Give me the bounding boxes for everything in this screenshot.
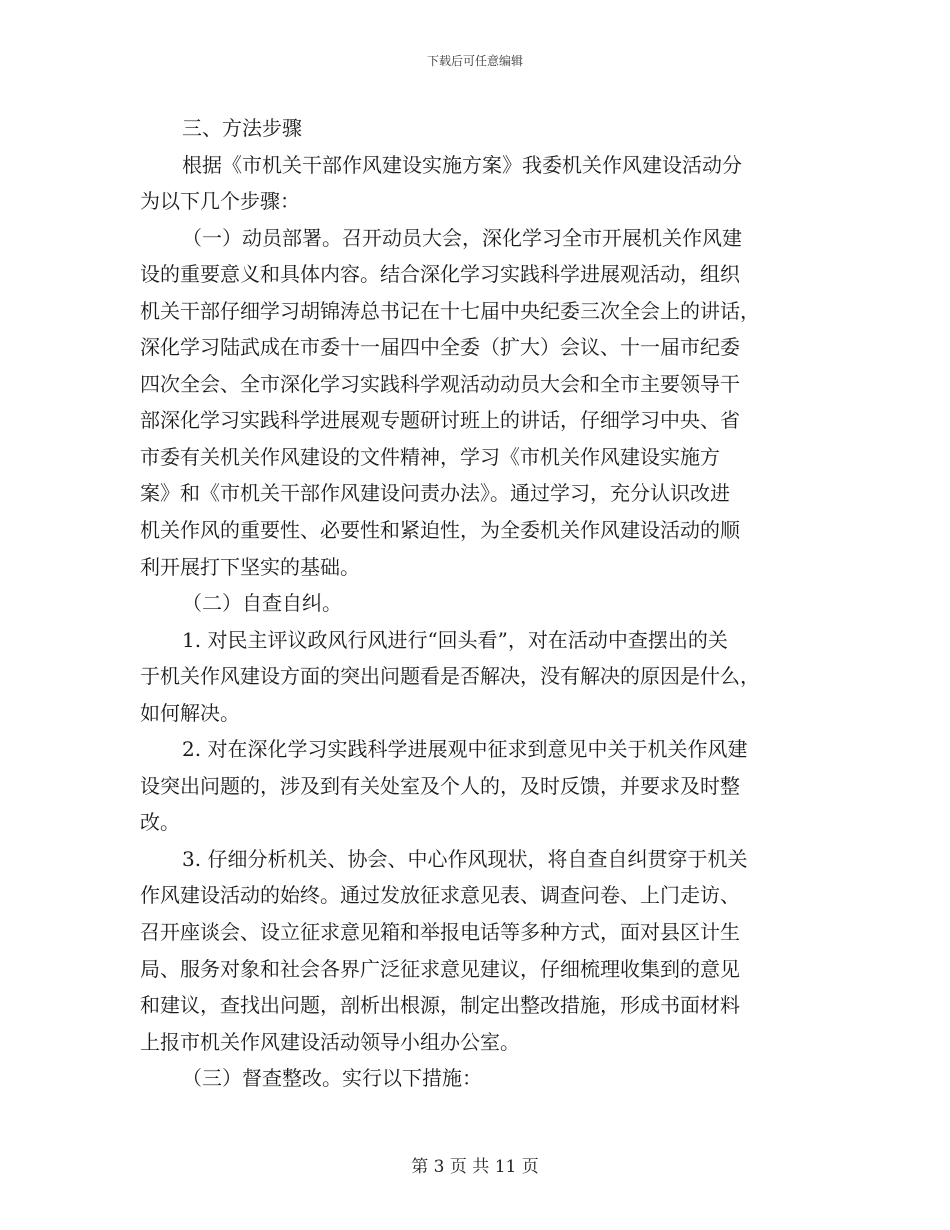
paragraph-line: 2. 对在深化学习实践科学进展观中征求到意见中关于机关作风建 — [182, 737, 748, 762]
paragraph-line: 机关干部仔细学习胡锦涛总书记在十七届中央纪委三次全会上的讲话， — [140, 298, 760, 323]
section-heading: （三）督查整改。实行以下措施： — [182, 1066, 482, 1091]
paragraph-line: 3. 仔细分析机关、协会、中心作风现状，将自查自纠贯穿于机关 — [182, 846, 748, 871]
paragraph-line: 和建议，查找出问题，剖析出根源，制定出整改措施，形成书面材料 — [140, 993, 740, 1018]
paragraph-line: 改。 — [140, 810, 180, 835]
paragraph-line: 召开座谈会、设立征求意见箱和举报电话等多种方式，面对县区计生 — [140, 920, 740, 945]
section-heading: 三、方法步骤 — [182, 116, 302, 140]
page-header: 下载后可任意编辑 — [426, 54, 523, 68]
paragraph-line: 局、服务对象和社会各界广泛征求意见建议，仔细梳理收集到的意见 — [140, 956, 740, 981]
paragraph-line: 如何解决。 — [140, 700, 240, 725]
paragraph-line: （一）动员部署。召开动员大会，深化学习全市开展机关作风建 — [182, 225, 742, 250]
paragraph-line: 利开展打下坚实的基础。 — [140, 554, 360, 579]
paragraph-line: 案》和《市机关干部作风建设问责办法》。通过学习，充分认识改进 — [140, 481, 730, 506]
paragraph-line: 作风建设活动的始终。通过发放征求意见表、调查问卷、上门走访、 — [140, 883, 740, 908]
paragraph-line: 设的重要意义和具体内容。结合深化学习实践科学进展观活动，组织 — [140, 262, 740, 287]
paragraph-line: 部深化学习实践科学进展观专题研讨班上的讲话，仔细学习中央、省 — [140, 408, 740, 433]
paragraph-line: 设突出问题的，涉及到有关处室及个人的，及时反馈，并要求及时整 — [140, 773, 740, 798]
paragraph-line: 市委有关机关作风建设的文件精神，学习《市机关作风建设实施方 — [140, 444, 720, 469]
section-heading: （二）自查自纠。 — [182, 591, 342, 616]
page-number: 第 3 页 共 11 页 — [411, 1157, 539, 1177]
paragraph-line: 深化学习陆武成在市委十一届四中全委（扩大）会议、十一届市纪委 — [140, 335, 740, 360]
paragraph-line: 上报市机关作风建设活动领导小组办公室。 — [140, 1029, 520, 1054]
paragraph-line: 机关作风的重要性、必要性和紧迫性，为全委机关作风建设活动的顺 — [140, 518, 740, 543]
document-body — [140, 110, 812, 1097]
paragraph-line: 于机关作风建设方面的突出问题看是否解决，没有解决的原因是什么， — [140, 664, 760, 689]
paragraph-line: 四次全会、全市深化学习实践科学观活动动员大会和全市主要领导干 — [140, 371, 740, 396]
paragraph-line: 根据《市机关干部作风建设实施方案》我委机关作风建设活动分 — [182, 152, 742, 177]
paragraph-line: 1. 对民主评议政风行风进行“回头看”，对在活动中查摆出的关 — [182, 627, 728, 652]
paragraph-line: 为以下几个步骤： — [140, 189, 300, 214]
